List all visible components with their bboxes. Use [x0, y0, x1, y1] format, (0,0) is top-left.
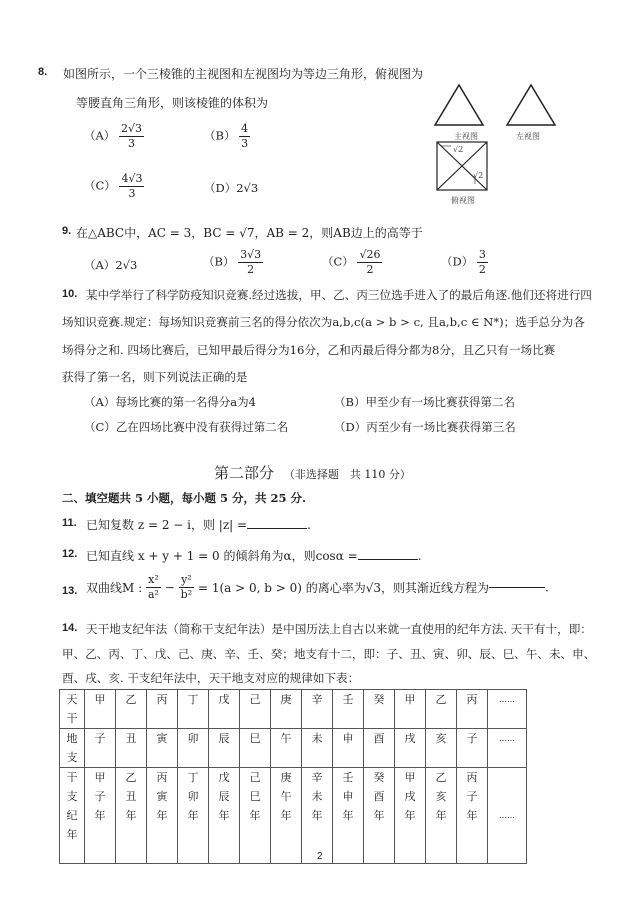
q14-text-line1: 天干地支纪年法（简称干支纪年法）是中国历法上自古以来就一直使用的纪年方法. 天干有十，即： — [86, 622, 592, 636]
table-cell: 戊辰年 — [209, 768, 240, 864]
table-cell: 戊 — [209, 690, 240, 729]
q8-option-d: （D）2√3 — [204, 181, 259, 195]
table-cell: 辛 — [302, 690, 333, 729]
table-header-cell: 天干 — [60, 690, 85, 729]
table-cell: 甲 — [85, 690, 116, 729]
q10-option-c: （C）乙在四场比赛中没有获得过第二名 — [84, 420, 289, 434]
table-cell: 子 — [85, 729, 116, 768]
table-cell: 寅 — [147, 729, 178, 768]
q10-text-line4: 获得了第一名，则下列说法正确的是 — [62, 370, 248, 384]
table-cell: 丁 — [178, 690, 209, 729]
page-number: 2 — [317, 851, 323, 862]
table-ellipsis-cell: …… — [488, 729, 527, 768]
q9-option-a: （A）2√3 — [84, 258, 138, 272]
table-cell: 丙寅年 — [147, 768, 178, 864]
q8-number: 8. — [38, 66, 48, 78]
q9-option-b: （B） $\frac{3√3}{2}$ — [203, 248, 262, 276]
q9-number: 9. — [62, 225, 72, 237]
table-cell: 己巳年 — [240, 768, 271, 864]
left-view-triangle — [507, 85, 555, 125]
table-cell: 申 — [333, 729, 364, 768]
table-cell: 丙 — [147, 690, 178, 729]
table-row-tiangan — [60, 690, 527, 729]
table-cell: 癸 — [364, 690, 395, 729]
q8-text-line1: 如图所示，一个三棱锥的主视图和左视图均为等边三角形，俯视图为 — [63, 67, 424, 81]
table-cell: 戌 — [395, 729, 426, 768]
table-ellipsis-cell: …… — [488, 690, 527, 729]
q14-text-line3: 酉、戌、亥. 干支纪年法中，天干地支对应的规律如下表： — [62, 671, 360, 685]
top-view-dimension-1: √2 — [453, 145, 464, 154]
q10-option-a: （A）每场比赛的第一名得分a为4 — [84, 395, 256, 409]
left-view-caption: 左视图 — [516, 132, 540, 141]
table-cell: 丑 — [116, 729, 147, 768]
q8-text-line2: 等腰直角三角形，则该棱锥的体积为 — [76, 96, 269, 110]
table-cell: 丙 — [457, 690, 488, 729]
q8-option-a: （A） $\frac{2√3}{3}$ — [84, 122, 142, 150]
q10-text-line3: 场得分之和. 四场比赛后，已知甲最后得分为16分，乙和丙最后得分都为8分，且乙只有一场比赛 — [62, 343, 556, 357]
q8-option-b: （B） $\frac{4}{3}$ — [204, 122, 249, 150]
q8-option-c: （C） $\frac{4√3}{3}$ — [84, 172, 143, 200]
table-cell: 卯 — [178, 729, 209, 768]
q10-number: 10. — [62, 288, 78, 300]
table-ellipsis-cell: …… — [488, 768, 527, 864]
q13-answer-blank — [489, 587, 545, 588]
table-cell: 乙 — [426, 690, 457, 729]
q10-option-b: （B）甲至少有一场比赛获得第二名 — [334, 395, 515, 409]
table-cell: 乙 — [116, 690, 147, 729]
table-cell: 壬申年 — [333, 768, 364, 864]
table-cell: 壬 — [333, 690, 364, 729]
q13-number: 13. — [62, 585, 78, 597]
table-cell: 辰 — [209, 729, 240, 768]
table-cell: 巳 — [240, 729, 271, 768]
front-view-caption: 主视图 — [454, 132, 478, 141]
table-cell: 丙子年 — [457, 768, 488, 864]
table-cell: 乙亥年 — [426, 768, 457, 864]
table-cell: 庚 — [271, 690, 302, 729]
q13-text: 双曲线M : $\frac{\text{x²}}{\text{a²}}$ − $\frac{\text{y²}}{\text{b²}}$ = 1(a > 0, b > 0) 的离心率为√3，则其渐近线方程为 . — [86, 573, 549, 601]
q14-text-line2: 甲、乙、丙、丁、戊、己、庚、辛、壬、癸；地支有十二，即：子、丑、寅、卯、辰、巳、午、未、申、 — [62, 647, 596, 661]
q9-option-c: （C） $\frac{√26}{2}$ — [322, 248, 381, 276]
table-cell: 甲子年 — [85, 768, 116, 864]
table-cell: 亥 — [426, 729, 457, 768]
part2-heading: 第二部分 （非选择题 共 110 分） — [214, 464, 411, 482]
table-cell: 丁卯年 — [178, 768, 209, 864]
table-row-ganzhi — [60, 768, 527, 864]
q12-number: 12. — [62, 548, 78, 560]
section2-heading: 二、填空题共 5 小题，每小题 5 分，共 25 分. — [62, 491, 307, 505]
table-cell: 子 — [457, 729, 488, 768]
q11-text: 已知复数 z = 2 − i，则 |z| = . — [86, 518, 311, 532]
top-view-caption: 俯视图 — [451, 196, 475, 205]
q10-text-line1: 某中学举行了科学防疫知识竞赛.经过选拔，甲、乙、丙三位选手进入了的最后角逐.他们还将进行四 — [86, 288, 592, 302]
q12-answer-blank — [358, 559, 418, 560]
table-cell: 庚午年 — [271, 768, 302, 864]
q12-text: 已知直线 x + y + 1 = 0 的倾斜角为α，则cosα = . — [86, 549, 422, 563]
top-view-dimension-2: √2 — [473, 171, 484, 180]
q11-answer-blank — [247, 528, 307, 529]
table-cell: 乙丑年 — [116, 768, 147, 864]
table-cell: 午 — [271, 729, 302, 768]
table-cell: 癸酉年 — [364, 768, 395, 864]
q10-text-line2: 场知识竞赛.规定：每场知识竞赛前三名的得分依次为a,b,c(a > b > c, 且a,b,c ∈ N*)；选手总分为各 — [62, 315, 585, 329]
front-view-triangle — [435, 85, 483, 125]
q14-number: 14. — [62, 622, 78, 634]
q9-text: 在△ABC中，AC = 3，BC = √7，AB = 2，则AB边上的高等于 — [76, 226, 423, 240]
q11-number: 11. — [62, 517, 77, 529]
table-cell: 酉 — [364, 729, 395, 768]
q10-option-d: （D）丙至少有一场比赛获得第三名 — [334, 420, 516, 434]
table-header-cell: 干支纪年 — [60, 768, 85, 864]
table-cell: 甲 — [395, 690, 426, 729]
q8-three-views-figure — [425, 80, 585, 210]
table-row-dizhi — [60, 729, 527, 768]
table-cell: 未 — [302, 729, 333, 768]
table-cell: 辛未年 — [302, 768, 333, 864]
q9-option-d: （D） $\frac{3}{2}$ — [441, 248, 486, 276]
table-cell: 己 — [240, 690, 271, 729]
table-header-cell: 地支 — [60, 729, 85, 768]
table-cell: 甲戌年 — [395, 768, 426, 864]
ganzhi-table — [59, 689, 527, 864]
